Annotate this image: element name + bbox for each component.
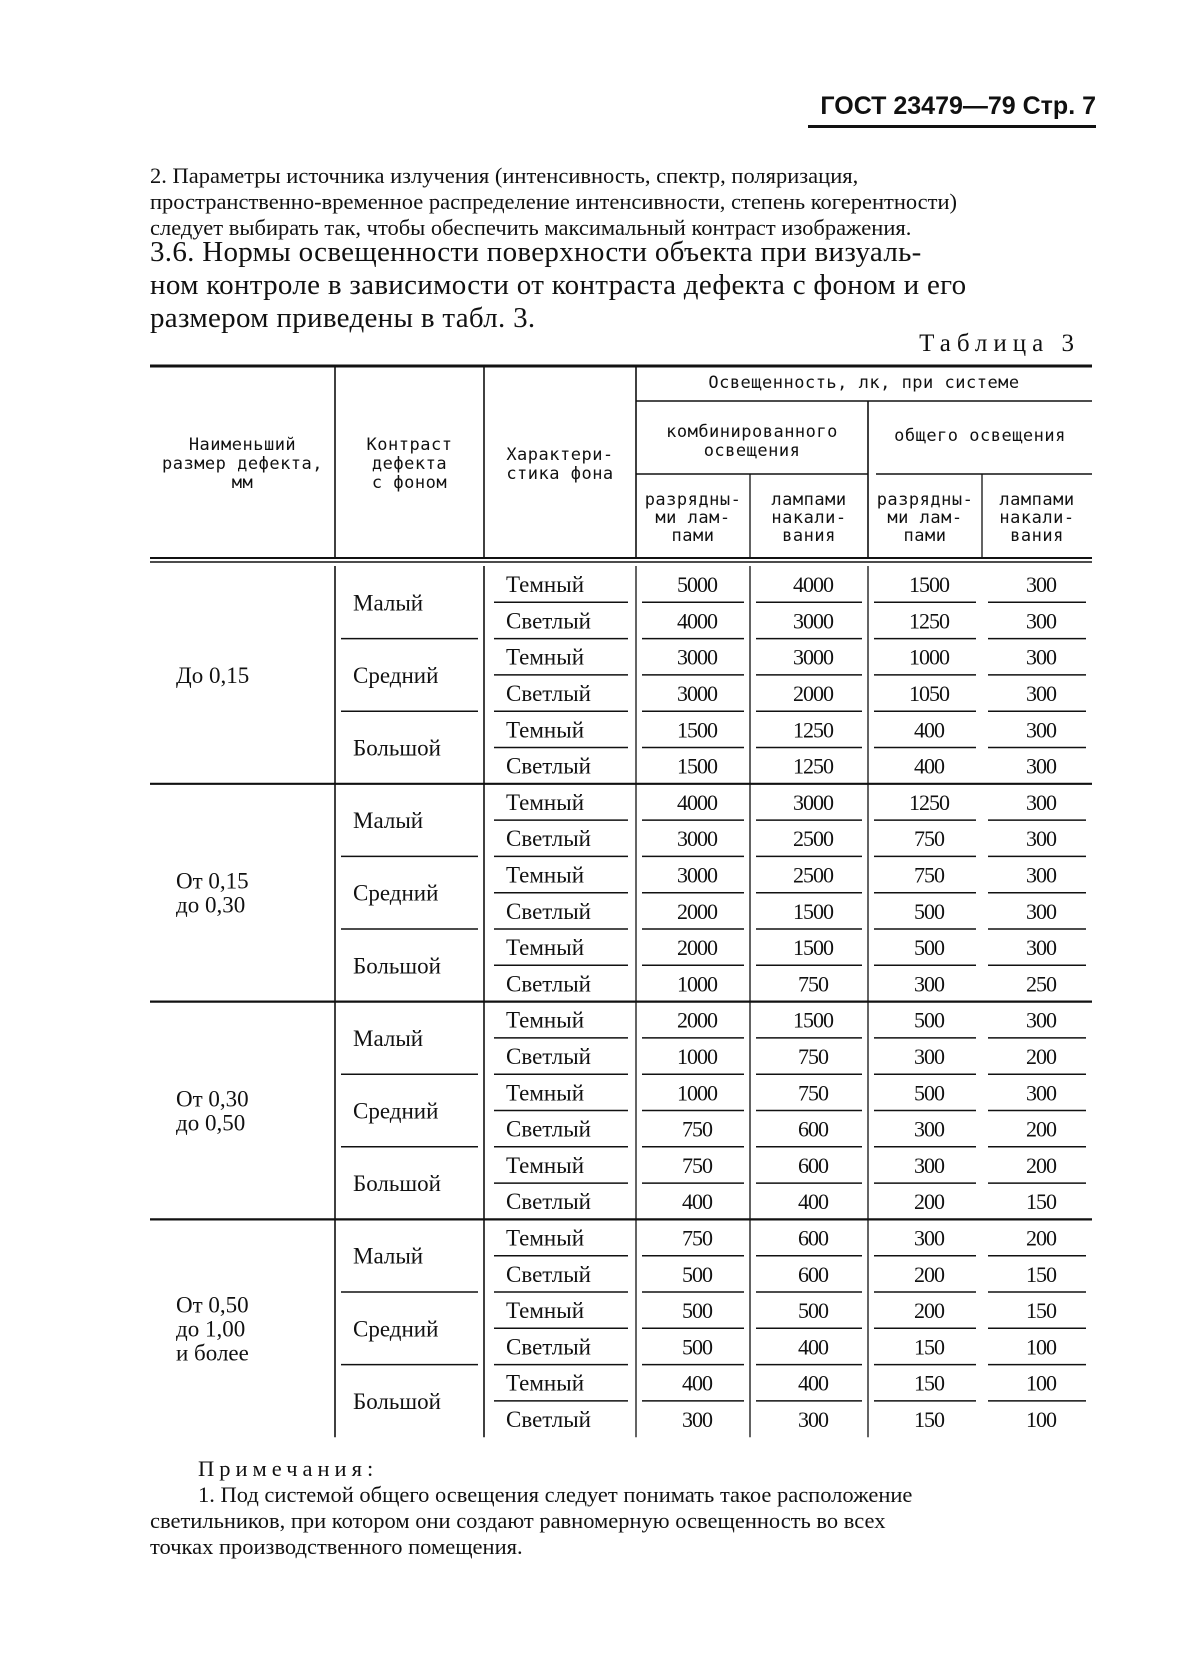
header-incandescent: накали- xyxy=(771,508,847,528)
value-cell: 2000 xyxy=(793,681,833,707)
paragraph-line: 2. Параметры источника излучения (интенсивность, спектр, поляризация, xyxy=(150,163,859,188)
value-cell: 750 xyxy=(914,826,944,852)
background-cell: Светлый xyxy=(506,971,591,997)
header-background: стика фона xyxy=(506,464,614,484)
background-cell: Светлый xyxy=(506,1407,591,1433)
value-cell: 600 xyxy=(798,1152,828,1178)
value-cell: 150 xyxy=(914,1334,944,1360)
background-cell: Темный xyxy=(506,644,585,670)
value-cell: 3000 xyxy=(677,862,717,888)
value-cell: 1500 xyxy=(793,898,833,924)
value-cell: 4000 xyxy=(677,789,717,815)
background-cell: Темный xyxy=(506,1225,585,1251)
background-cell: Темный xyxy=(506,717,585,743)
value-cell: 1500 xyxy=(793,935,833,961)
header-size: размер дефекта, xyxy=(161,454,324,474)
value-cell: 300 xyxy=(1026,862,1056,888)
size-cell: и более xyxy=(176,1340,249,1366)
value-cell: 200 xyxy=(1026,1225,1056,1251)
background-cell: Светлый xyxy=(506,1334,591,1360)
header-size: Наименьший xyxy=(188,435,297,455)
header-size: мм xyxy=(231,473,254,493)
value-cell: 2500 xyxy=(793,826,833,852)
value-cell: 100 xyxy=(1026,1370,1056,1396)
value-cell: 300 xyxy=(1026,789,1056,815)
value-cell: 400 xyxy=(798,1189,828,1215)
background-cell: Светлый xyxy=(506,608,591,634)
header-background: Характери- xyxy=(506,445,614,465)
value-cell: 200 xyxy=(914,1189,944,1215)
value-cell: 2000 xyxy=(677,935,717,961)
value-cell: 500 xyxy=(682,1334,712,1360)
value-cell: 600 xyxy=(798,1225,828,1251)
value-cell: 300 xyxy=(1026,644,1056,670)
header-contrast: с фоном xyxy=(371,473,448,493)
header-combined: комбинированного xyxy=(666,422,838,442)
value-cell: 150 xyxy=(914,1370,944,1396)
value-cell: 300 xyxy=(1026,572,1056,598)
value-cell: 1500 xyxy=(677,717,717,743)
notes-body xyxy=(150,1482,1096,1560)
value-cell: 300 xyxy=(1026,1080,1056,1106)
value-cell: 750 xyxy=(682,1116,712,1142)
paragraph-line: размером приведены в табл. 3. xyxy=(150,302,536,334)
value-cell: 200 xyxy=(1026,1044,1056,1070)
paragraph-3-6 xyxy=(150,236,1096,335)
value-cell: 1000 xyxy=(677,1080,717,1106)
background-cell: Светлый xyxy=(506,1044,591,1070)
value-cell: 300 xyxy=(798,1407,828,1433)
header-discharge: разрядны- xyxy=(644,490,742,510)
value-cell: 400 xyxy=(682,1189,712,1215)
contrast-cell: Большой xyxy=(353,953,441,979)
value-cell: 500 xyxy=(682,1261,712,1287)
contrast-cell: Большой xyxy=(353,1171,441,1197)
value-cell: 500 xyxy=(914,898,944,924)
value-cell: 750 xyxy=(914,862,944,888)
value-cell: 250 xyxy=(1026,971,1056,997)
contrast-cell: Средний xyxy=(353,1316,439,1342)
value-cell: 750 xyxy=(798,1080,828,1106)
contrast-cell: Малый xyxy=(353,808,424,834)
background-cell: Темный xyxy=(506,1080,585,1106)
value-cell: 300 xyxy=(1026,1007,1056,1033)
value-cell: 2500 xyxy=(793,862,833,888)
value-cell: 300 xyxy=(914,1152,944,1178)
value-cell: 150 xyxy=(1026,1189,1056,1215)
header-discharge: пами xyxy=(671,526,715,546)
value-cell: 500 xyxy=(682,1298,712,1324)
value-cell: 150 xyxy=(1026,1298,1056,1324)
contrast-cell: Большой xyxy=(353,1388,441,1414)
paragraph-line: 3.6. Нормы освещенности поверхности объекта при визуаль- xyxy=(150,236,922,268)
header-incandescent: вания xyxy=(782,526,836,546)
value-cell: 200 xyxy=(1026,1116,1056,1142)
header-incandescent: вания xyxy=(1010,526,1064,546)
value-cell: 750 xyxy=(798,1044,828,1070)
size-cell: До 0,15 xyxy=(176,662,250,688)
background-cell: Светлый xyxy=(506,1261,591,1287)
header-discharge: разрядны- xyxy=(876,490,974,510)
value-cell: 300 xyxy=(1026,898,1056,924)
value-cell: 1250 xyxy=(909,608,949,634)
value-cell: 1000 xyxy=(677,1044,717,1070)
note-line: точках производственного помещения. xyxy=(150,1534,523,1559)
value-cell: 2000 xyxy=(677,1007,717,1033)
contrast-cell: Средний xyxy=(353,662,439,688)
header-discharge: ми лам- xyxy=(655,508,731,528)
value-cell: 200 xyxy=(914,1298,944,1324)
notes-title: Примечания: xyxy=(198,1456,379,1481)
value-cell: 3000 xyxy=(793,789,833,815)
value-cell: 300 xyxy=(914,1044,944,1070)
background-cell: Светлый xyxy=(506,753,591,779)
value-cell: 100 xyxy=(1026,1407,1056,1433)
value-cell: 1500 xyxy=(677,753,717,779)
value-cell: 5000 xyxy=(677,572,717,598)
value-cell: 750 xyxy=(798,971,828,997)
header-discharge: пами xyxy=(903,526,947,546)
background-cell: Темный xyxy=(506,789,585,815)
header-illumination: Освещенность, лк, при системе xyxy=(708,373,1020,393)
header-incandescent: лампами xyxy=(999,490,1075,510)
value-cell: 100 xyxy=(1026,1334,1056,1360)
value-cell: 1250 xyxy=(793,717,833,743)
value-cell: 600 xyxy=(798,1261,828,1287)
notes xyxy=(150,1456,1096,1560)
value-cell: 300 xyxy=(1026,826,1056,852)
value-cell: 1500 xyxy=(793,1007,833,1033)
paragraph-line: ном контроле в зависимости от контраста дефекта с фоном и его xyxy=(150,269,967,301)
value-cell: 1500 xyxy=(909,572,949,598)
value-cell: 500 xyxy=(914,1080,944,1106)
background-cell: Светлый xyxy=(506,898,591,924)
value-cell: 400 xyxy=(798,1370,828,1396)
contrast-cell: Средний xyxy=(353,880,439,906)
background-cell: Светлый xyxy=(506,1189,591,1215)
value-cell: 3000 xyxy=(793,608,833,634)
size-cell: до 0,50 xyxy=(176,1110,246,1136)
header-incandescent: лампами xyxy=(771,490,847,510)
value-cell: 300 xyxy=(1026,717,1056,743)
contrast-cell: Малый xyxy=(353,590,424,616)
value-cell: 4000 xyxy=(793,572,833,598)
background-cell: Темный xyxy=(506,1152,585,1178)
header-contrast: дефекта xyxy=(371,454,448,474)
value-cell: 200 xyxy=(914,1261,944,1287)
background-cell: Темный xyxy=(506,1298,585,1324)
contrast-cell: Большой xyxy=(353,735,441,761)
value-cell: 200 xyxy=(1026,1152,1056,1178)
contrast-cell: Малый xyxy=(353,1243,424,1269)
background-cell: Темный xyxy=(506,862,585,888)
value-cell: 400 xyxy=(682,1370,712,1396)
value-cell: 300 xyxy=(914,971,944,997)
paragraph-note-2 xyxy=(150,163,1096,241)
value-cell: 1250 xyxy=(909,789,949,815)
value-cell: 300 xyxy=(914,1225,944,1251)
value-cell: 300 xyxy=(1026,753,1056,779)
background-cell: Темный xyxy=(506,572,585,598)
value-cell: 300 xyxy=(914,1116,944,1142)
page-header: ГОСТ 23479—79 Стр. 7 xyxy=(820,92,1096,120)
value-cell: 750 xyxy=(682,1152,712,1178)
paragraph-line: пространственно-временное распределение интенсивности, степень когерентности) xyxy=(150,189,958,214)
value-cell: 300 xyxy=(1026,608,1056,634)
background-cell: Светлый xyxy=(506,681,591,707)
size-cell: От 0,50 xyxy=(176,1292,249,1318)
value-cell: 500 xyxy=(914,1007,944,1033)
value-cell: 4000 xyxy=(677,608,717,634)
value-cell: 750 xyxy=(682,1225,712,1251)
value-cell: 400 xyxy=(914,717,944,743)
value-cell: 600 xyxy=(798,1116,828,1142)
value-cell: 1050 xyxy=(909,681,949,707)
header-general: общего освещения xyxy=(894,426,1066,446)
value-cell: 2000 xyxy=(677,898,717,924)
value-cell: 400 xyxy=(914,753,944,779)
value-cell: 150 xyxy=(914,1407,944,1433)
value-cell: 300 xyxy=(682,1407,712,1433)
header-rule xyxy=(808,125,1096,128)
size-cell: до 0,30 xyxy=(176,892,246,918)
value-cell: 3000 xyxy=(793,644,833,670)
contrast-cell: Средний xyxy=(353,1098,439,1124)
value-cell: 1250 xyxy=(793,753,833,779)
table-title: Таблица 3 xyxy=(919,330,1080,357)
value-cell: 300 xyxy=(1026,681,1056,707)
background-cell: Светлый xyxy=(506,1116,591,1142)
value-cell: 500 xyxy=(914,935,944,961)
background-cell: Темный xyxy=(506,1370,585,1396)
header-discharge: ми лам- xyxy=(887,508,963,528)
background-cell: Темный xyxy=(506,935,585,961)
value-cell: 1000 xyxy=(909,644,949,670)
value-cell: 3000 xyxy=(677,644,717,670)
size-cell: до 1,00 xyxy=(176,1316,246,1342)
header-incandescent: накали- xyxy=(999,508,1075,528)
background-cell: Темный xyxy=(506,1007,585,1033)
value-cell: 400 xyxy=(798,1334,828,1360)
value-cell: 1000 xyxy=(677,971,717,997)
paragraph-line: следует выбирать так, чтобы обеспечить максимальный контраст изображения. xyxy=(150,215,912,240)
size-cell: От 0,30 xyxy=(176,1086,249,1112)
size-cell: От 0,15 xyxy=(176,868,249,894)
value-cell: 3000 xyxy=(677,681,717,707)
contrast-cell: Малый xyxy=(353,1025,424,1051)
value-cell: 500 xyxy=(798,1298,828,1324)
value-cell: 150 xyxy=(1026,1261,1056,1287)
background-cell: Светлый xyxy=(506,826,591,852)
value-cell: 300 xyxy=(1026,935,1056,961)
note-line: 1. Под системой общего освещения следует понимать такое расположение xyxy=(198,1482,913,1507)
note-line: светильников, при котором они создают равномерную освещенность во всех xyxy=(150,1508,886,1533)
header-contrast: Контраст xyxy=(366,435,453,455)
value-cell: 3000 xyxy=(677,826,717,852)
header-combined: освещения xyxy=(703,441,801,461)
